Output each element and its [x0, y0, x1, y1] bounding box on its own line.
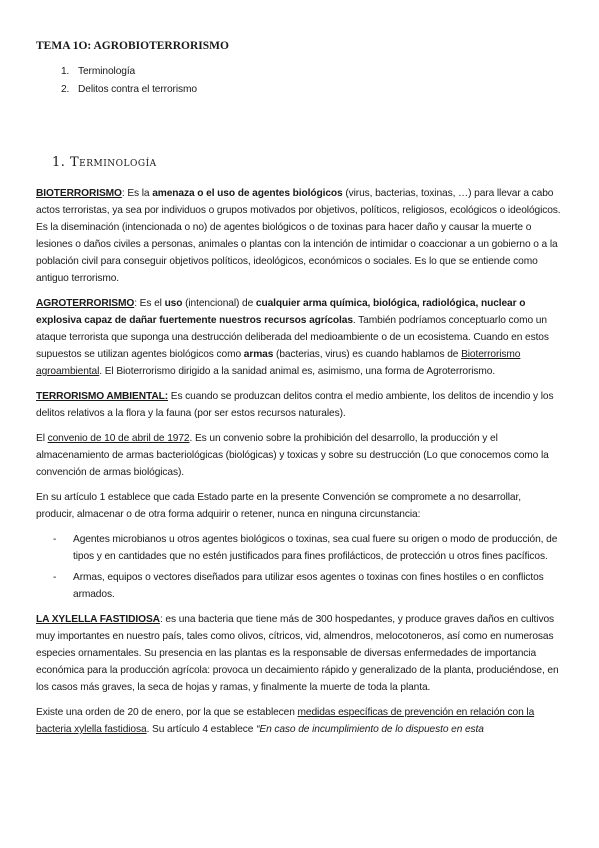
table-of-contents	[36, 63, 561, 98]
text: . Es un convenio sobre la prohibición del desarrollo, la producción y el almacenamiento de armas bacteriológicas (biológicas) y toxicas y sobre su destrucción (Lo que conocemos como la convención de armas biológicas).	[36, 433, 549, 478]
text: : Es la	[121, 188, 153, 199]
underlined-text: medidas específicas de prevención en relación con la bacteria xylella fastidiosa	[36, 707, 535, 735]
paragraph-articulo-1: En su artículo 1 establece que cada Estado parte en la presente Convención se compromete a no desarrollar, producir, almacenar o de otra forma adquirir o retener, nunca en ninguna circunstancia:	[36, 492, 521, 520]
italic-text: “En caso de incumplimiento de lo dispuesto en esta	[256, 724, 484, 735]
section-number: 1.	[52, 155, 66, 170]
section-heading	[52, 154, 561, 171]
paragraph-orden	[36, 704, 561, 738]
paragraph-xylella	[36, 611, 561, 696]
term-xylella: LA XYLELLA FASTIDIOSA	[36, 614, 160, 625]
list-item: - Armas, equipos o vectores diseñados para utilizar esos agentes o toxinas con fines hostiles o en conflictos armados.	[71, 569, 561, 603]
paragraph-convenio	[36, 430, 561, 481]
text: . El Bioterrorismo dirigido a la sanidad animal es, asimismo, una forma de Agroterrorismo.	[99, 366, 496, 377]
text: : es una bacteria que tiene más de 300 hospedantes, y produce graves daños en cultivos muy importantes en nuestro país, tales como olivos, cítricos, vid, almendros, melocotoneros, así como en numerosas especies ornamentales. Su presencia en las plantas es la responsable de diversas enfermedades de importancia económica para la producción agrícola: provoca un decaimiento rápido y generalizado de la planta, produciéndose, en los casos más graves, la seca de hojas y ramas, y finalmente la muerte de toda la planta.	[36, 614, 559, 693]
bold-text: cualquier arma química, biológica, radiológica, nuclear o explosiva capaz de dañar fuertemente nuestros recursos agrícolas	[36, 298, 526, 326]
bold-text: amenaza o el uso de agentes biológicos	[152, 188, 343, 199]
underlined-text: Bioterrorismo agroambiental	[36, 349, 521, 377]
paragraph-terrorismo-ambiental	[36, 388, 561, 422]
text: (virus, bacterias, toxinas, …) para llevar a cabo actos terroristas, ya sea por individuos o grupos motivados por objetivos, políticos, religiosos, ecológicos o ideológicos. Es la diseminación (intencionada o no) de agentes biológicos o de toxinas para hacer daño y causar la muerte o lesiones o daños civiles a personas, animales o plantas con la intención de intimidar o coaccionar a un gobierno o a la población civil para conseguir objetivos políticos, ideológicos, económicos o sociales. Es lo que se entiende como antiguo terrorismo.	[36, 188, 561, 284]
text: . Su artículo 4 establece	[146, 724, 257, 735]
bold-text: armas	[243, 349, 274, 360]
toc-item: 1. Terminología	[72, 63, 561, 81]
text: El	[36, 433, 48, 444]
bold-text: uso	[164, 298, 183, 309]
text: (bacterias, virus) es cuando hablamos de	[273, 349, 462, 360]
dash-list	[36, 531, 561, 603]
text: (intencional) de	[182, 298, 256, 309]
term-bioterrorismo: BIOTERRORISMO	[36, 188, 122, 199]
text: : Es el	[134, 298, 165, 309]
document-title: TEMA 1O: AGROBIOTERRORISMO	[36, 40, 229, 52]
term-terrorismo-ambiental: TERRORISMO AMBIENTAL:	[36, 391, 169, 402]
text: . También podríamos conceptuarlo como un ataque terrorista que suponga una destrucción deliberada del medioambiente o de un ecosistema. Cuando en estos supuestos se utilizan agentes biológicos como	[36, 315, 549, 360]
text: Existe una orden de 20 de enero, por la que se establecen	[36, 707, 298, 718]
toc-item: 2. Delitos contra el terrorismo	[72, 81, 561, 99]
underlined-text: convenio de 10 de abril de 1972	[47, 433, 190, 444]
section-title: Terminología	[70, 155, 157, 170]
paragraph-agroterrorismo	[36, 295, 561, 380]
paragraph-bioterrorismo	[36, 185, 561, 287]
list-item: - Agentes microbianos u otros agentes biológicos o toxinas, sea cual fuere su origen o modo de producción, de tipos y en cantidades que no estén justificados para fines profilácticos, de protección u otros fines pacíficos.	[71, 531, 561, 565]
text: Es cuando se produzcan delitos contra el medio ambiente, los delitos de incendio y los delitos relativos a la flora y la fauna (por ser estos recursos naturales).	[36, 391, 554, 419]
term-agroterrorismo: AGROTERRORISMO	[36, 298, 135, 309]
